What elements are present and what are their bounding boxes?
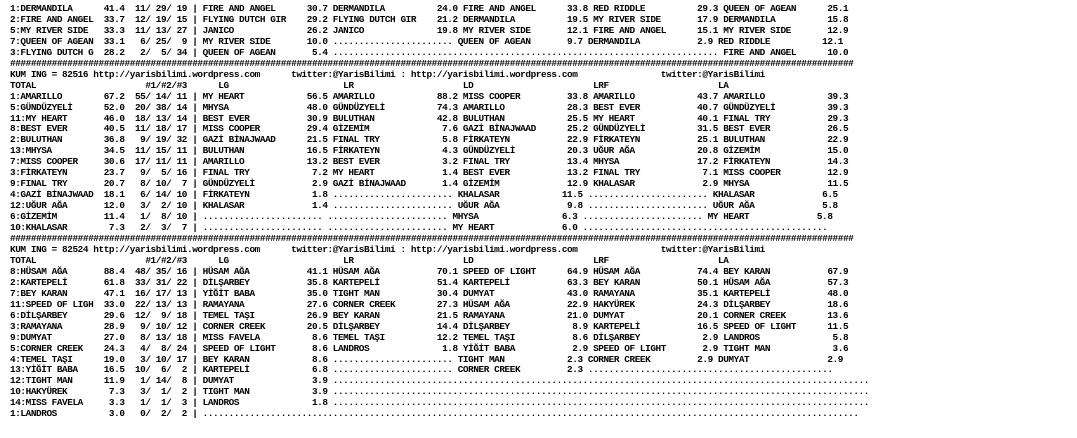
text-line: 12:UĞUR AĞA 12.0 3/ 2/ 10 | KHALASAR 1.4 ....................... UĞUR AĞA 9.8 ....................... UĞUR AĞA 5.8 xyxy=(10,200,838,212)
text-line: 3:RAMAYANA 28.9 9/ 10/ 12 | CORNER CREEK 20.5 DİLŞARBEY 14.4 DİLŞARBEY 8.9 KARTEPELİ 16.5 SPEED OF LIGHT 11.5 xyxy=(10,320,849,332)
text-line: 1:LANDROS 3.0 0/ 2/ 2 | .............................................................................................................................. xyxy=(10,408,859,420)
column-header-line: TOTAL #1/#2/#3 LG LR LD LRF LA xyxy=(10,79,729,91)
text-line: 2:FIRE AND ANGEL 33.7 12/ 19/ 15 | FLYING DUTCH GIR 29.2 FLYING DUTCH GIR 21.2 DERMANDILA 19.5 MY RIVER SIDE 17.9 DERMANDILA 15.8 xyxy=(10,13,849,25)
text-line: 5:GÜNDÜZYELİ 52.0 20/ 38/ 14 | MHYSA 48.0 GÜNDÜZYELİ 74.3 AMARILLO 28.3 BEST EVER 40.7 GÜNDÜZYELİ 39.3 xyxy=(10,101,849,113)
text-line: 3:FİRKATEYN 23.7 9/ 5/ 16 | FINAL TRY 7.2 MY HEART 1.4 BEST EVER 13.2 FINAL TRY 7.1 MISS COOPER 12.9 xyxy=(10,167,849,179)
column-header-line: TOTAL #1/#2/#3 LG LR LD LRF LA xyxy=(10,254,729,266)
text-line: 9:FINAL TRY 20.7 8/ 10/ 7 | GÜNDÜZYELİ 2.9 GAZİ BİNAJWAAD 1.4 GİZEMİM 12.9 KHALASAR 2.9 MHYSA 11.5 xyxy=(10,178,849,190)
text-line: 4:GAZİ BİNAJWAAD 18.1 6/ 14/ 10 | FİRKATEYN 1.8 ....................... KHALASAR 11.5 ....................... KHALASAR 6.5 xyxy=(10,189,838,201)
text-line: 5:MY RIVER SIDE 33.3 11/ 13/ 27 | JANICO 26.2 JANICO 19.8 MY RIVER SIDE 12.1 FIRE AND ANGEL 15.1 MY RIVER SIDE 12.9 xyxy=(10,24,849,36)
text-line: 7:MISS COOPER 30.6 17/ 11/ 11 | AMARILLO 13.2 BEST EVER 3.2 FINAL TRY 13.4 MHYSA 17.2 FİRKATEYN 14.3 xyxy=(10,156,849,168)
text-line: 1:DERMANDILA 41.4 11/ 29/ 19 | FIRE AND ANGEL 30.7 DERMANDILA 24.0 FIRE AND ANGEL 33.8 RED RIDDLE 29.3 QUEEN OF AGEAN 25.1 xyxy=(10,3,849,14)
text-line: 13:MHYSA 34.5 11/ 15/ 11 | BULUTHAN 16.5 FİRKATEYN 4.3 GÜNDÜZYELİ 20.3 UĞUR AĞA 20.8 GİZEMİM 15.0 xyxy=(10,145,849,157)
text-line: 14:MISS FAVELA 3.3 1/ 1/ 3 | LANDROS 1.8 ....................................................................................................... xyxy=(10,397,869,409)
text-line: 11:SPEED OF LIGH 33.0 22/ 13/ 13 | RAMAYANA 27.6 CORNER CREEK 27.3 HÜSAM AĞA 22.9 HAKYÜREK 24.3 DİLŞARBEY 18.6 xyxy=(10,298,849,310)
race-header-line: KUM ING = 82524 http://yarisbilimi.wordpress.com twitter:@YarisBilimi : http://yarisbilimi.wordpress.com twitter:@YarisBilimi xyxy=(10,243,765,255)
text-line: 6:DİLŞARBEY 29.6 12/ 9/ 18 | TEMEL TAŞI 26.9 BEY KARAN 21.5 RAMAYANA 21.0 DUMYAT 20.1 CORNER CREEK 13.6 xyxy=(10,309,849,321)
text-line: 5:CORNER CREEK 24.3 4/ 8/ 24 | SPEED OF LIGHT 8.6 LANDROS 1.8 YİĞİT BABA 2.9 SPEED OF LIGHT 2.9 TIGHT MAN 3.6 xyxy=(10,342,849,354)
text-line: 7:BEY KARAN 47.1 16/ 17/ 13 | YİĞİT BABA 35.0 TIGHT MAN 30.4 DUMYAT 43.0 RAMAYANA 35.1 KARTEPELİ 48.0 xyxy=(10,287,849,299)
text-line: 9:DUMYAT 27.0 8/ 13/ 18 | MISS FAVELA 8.6 TEMEL TAŞI 12.2 TEMEL TAŞI 8.6 DİLŞARBEY 2.9 LANDROS 5.8 xyxy=(10,331,849,343)
text-line: 8:HÜSAM AĞA 88.4 48/ 35/ 16 | HÜSAM AĞA 41.1 HÜSAM AĞA 70.1 SPEED OF LIGHT 64.9 HÜSAM AĞA 74.4 BEY KARAN 67.9 xyxy=(10,265,849,277)
race-header-line: KUM ING = 82516 http://yarisbilimi.wordpress.com twitter:@YarisBilimi : http://yarisbilimi.wordpress.com twitter:@YarisBilimi xyxy=(10,68,765,80)
text-line: 10:KHALASAR 7.3 2/ 3/ 7 | ....................... ....................... MY HEART 6.0 ............................................... xyxy=(10,222,828,234)
text-line: 7:QUEEN OF AGEAN 33.1 6/ 25/ 9 | MY RIVER SIDE 10.0 ....................... QUEEN OF AGEAN 9.7 DERMANDILA 2.9 RED RIDDLE 12.1 xyxy=(10,35,843,47)
text-line: 1:AMARILLO 67.2 55/ 14/ 11 | MY HEART 56.5 AMARILLO 88.2 MISS COOPER 33.8 AMARILLO 43.7 AMARILLO 39.3 xyxy=(10,90,849,102)
separator-line: ################################################################################################################################################################## xyxy=(10,57,854,69)
text-line: 11:MY HEART 46.0 18/ 13/ 14 | BEST EVER 30.9 BULUTHAN 42.8 BULUTHAN 25.5 MY HEART 40.1 FINAL TRY 29.3 xyxy=(10,112,849,124)
text-line: 6:GİZEMİM 11.4 1/ 8/ 10 | ....................... ....................... MHYSA 6.3 ....................... MY HEART 5.8 xyxy=(10,211,833,223)
text-line: 2:KARTEPELİ 61.8 33/ 31/ 22 | DİLŞARBEY 35.8 KARTEPELİ 51.4 KARTEPELİ 63.3 BEY KARAN 50.1 HÜSAM AĞA 57.3 xyxy=(10,276,849,288)
text-line: 3:FLYING DUTCH G 28.2 2/ 5/ 34 | QUEEN OF AGEAN 5.4 .......................................................................... FIRE AND ANGEL 10.0 xyxy=(10,46,849,58)
text-line: 10:HAKYÜREK 7.3 3/ 1/ 2 | TIGHT MAN 3.9 ....................................................................................................... xyxy=(10,386,869,398)
separator-line: ################################################################################################################################################################## xyxy=(10,233,854,245)
text-line: 12:TIGHT MAN 11.9 1/ 14/ 8 | DUMYAT 3.9 ....................................................................................................... xyxy=(10,375,869,387)
text-line: 13:YİĞİT BABA 16.5 10/ 6/ 2 | KARTEPELİ 6.8 ....................... CORNER CREEK 2.3 ............................................... xyxy=(10,364,833,376)
text-line: 4:TEMEL TAŞI 19.0 3/ 10/ 17 | BEY KARAN 8.6 ....................... TIGHT MAN 2.3 CORNER CREEK 2.9 DUMYAT 2.9 xyxy=(10,353,843,365)
text-line: 8:BEST EVER 40.5 11/ 18/ 17 | MISS COOPER 29.4 GİZEMİM 7.6 GAZİ BİNAJWAAD 25.2 GÜNDÜZYELİ 31.5 BEST EVER 26.5 xyxy=(10,123,849,135)
text-line: 2:BULUTHAN 36.8 9/ 19/ 32 | GAZİ BİNAJWAAD 21.5 FINAL TRY 5.8 FİRKATEYN 22.9 FİRKATEYN 25.1 BULUTHAN 22.9 xyxy=(10,134,849,146)
